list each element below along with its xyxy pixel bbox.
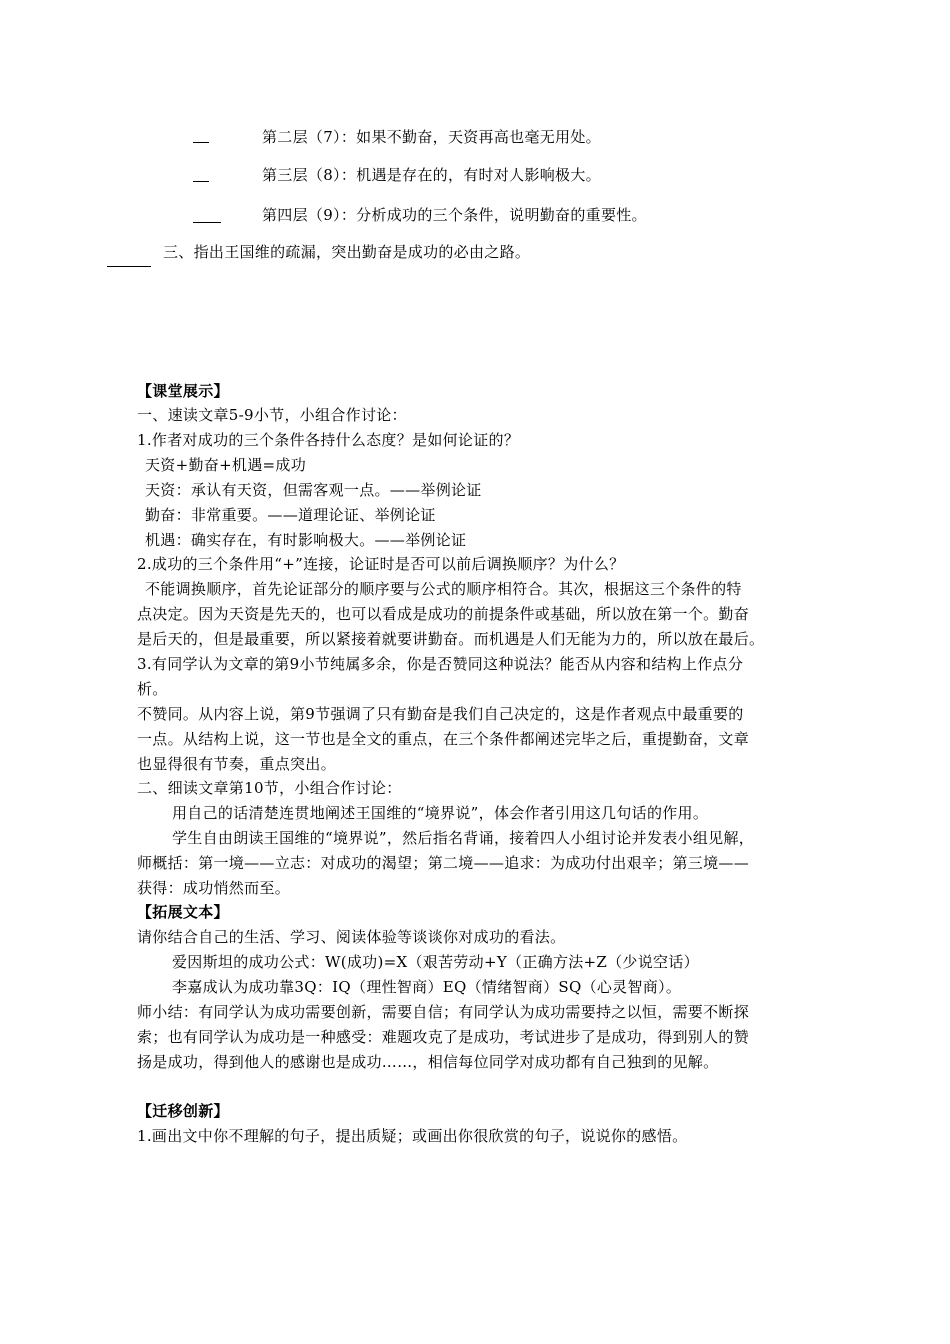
answer-3-line-1: 不赞同。从内容上说，第9节强调了只有勤奋是我们自己决定的，这是作者观点中最重要的	[137, 705, 744, 723]
success-formula: 天资+勤奋+机遇=成功	[145, 456, 307, 474]
answer-blank-line	[193, 181, 209, 182]
extension-prompt: 请你结合自己的生活、学习、阅读体验等谈谈你对成功的看法。	[137, 928, 566, 946]
task-2-answer-line-1: 学生自由朗读王国维的“境界说”，然后指名背诵，接着四人小组讨论并发表小组见解，	[172, 829, 755, 847]
answer-blank-line	[193, 142, 209, 143]
teacher-summary-line-2: 索；也有同学认为成功是一种感受：难题攻克了是成功，考试进步了是成功，得到别人的赞	[137, 1028, 750, 1046]
question-3-line-2: 析。	[137, 680, 168, 698]
classroom-task-1: 一、速读文章5-9小节，小组合作讨论：	[137, 406, 407, 424]
answer-2-line-1: 不能调换顺序，首先论证部分的顺序要与公式的顺序相符合。其次，根据这三个条件的特	[145, 580, 742, 598]
answer-blank-line	[107, 266, 151, 267]
question-3-line-1: 3.有同学认为文章的第9小节纯属多余，你是否赞同这种说法？能否从内容和结构上作点分	[137, 655, 744, 673]
classroom-task-2: 二、细读文章第10节，小组合作讨论：	[137, 779, 402, 797]
task-2-question: 用自己的话清楚连贯地阐述王国维的“境界说”，体会作者引用这几句话的作用。	[172, 804, 709, 822]
task-2-answer-line-3: 获得：成功悄然而至。	[137, 879, 291, 897]
answer-talent: 天资：承认有天资，但需客观一点。——举例论证	[145, 481, 482, 499]
outline-layer-3: 第三层（8）：机遇是存在的，有时对人影响极大。	[262, 166, 601, 184]
answer-2-line-2: 点决定。因为天资是先天的，也可以看成是成功的前提条件或基础，所以放在第一个。勤奋	[137, 605, 750, 623]
transfer-heading: 【迁移创新】	[137, 1102, 229, 1120]
outline-layer-2: 第二层（7）：如果不勤奋，天资再高也毫无用处。	[262, 128, 601, 146]
answer-diligence: 勤奋：非常重要。——道理论证、举例论证	[145, 506, 436, 524]
question-2: 2.成功的三个条件用“+”连接，论证时是否可以前后调换顺序？为什么？	[137, 555, 625, 573]
question-1: 1.作者对成功的三个条件各持什么态度？是如何论证的？	[137, 431, 520, 449]
classroom-heading: 【课堂展示】	[137, 382, 229, 400]
einstein-formula: 爱因斯坦的成功公式：W(成功)=X（艰苦劳动+Y（正确方法+Z（少说空话）	[172, 953, 699, 971]
answer-3-line-3: 也显得很有节奏，重点突出。	[137, 755, 336, 773]
teacher-summary-line-3: 扬是成功，得到他人的感谢也是成功……，相信每位同学对成功都有自己独到的见解。	[137, 1053, 719, 1071]
outline-layer-4: 第四层（9）：分析成功的三个条件，说明勤奋的重要性。	[262, 206, 647, 224]
answer-blank-line	[193, 222, 221, 223]
teacher-summary-line-1: 师小结：有同学认为成功需要创新，需要自信；有同学认为成功需要持之以恒，需要不断探	[137, 1003, 750, 1021]
answer-2-line-3: 是后天的，但是最重要，所以紧接着就要讲勤奋。而机遇是人们无能为力的，所以放在最后。	[137, 630, 765, 648]
answer-opportunity: 机遇：确实存在，有时影响极大。——举例论证	[145, 531, 467, 549]
task-2-answer-line-2: 师概括：第一境——立志：对成功的渴望；第二境——追求：为成功付出艰辛；第三境——	[137, 854, 750, 872]
answer-3-line-2: 一点。从结构上说，这一节也是全文的重点，在三个条件都阐述完毕之后，重提勤奋，文章	[137, 730, 750, 748]
extension-heading: 【拓展文本】	[137, 903, 229, 921]
transfer-task: 1.画出文中你不理解的句子，提出质疑；或画出你很欣赏的句子，说说你的感悟。	[137, 1127, 688, 1145]
outline-part-3: 三、指出王国维的疏漏，突出勤奋是成功的必由之路。	[163, 243, 531, 261]
li-ka-shing-3q: 李嘉成认为成功靠3Q：IQ（理性智商）EQ（情绪智商）SQ（心灵智商）。	[172, 978, 682, 996]
